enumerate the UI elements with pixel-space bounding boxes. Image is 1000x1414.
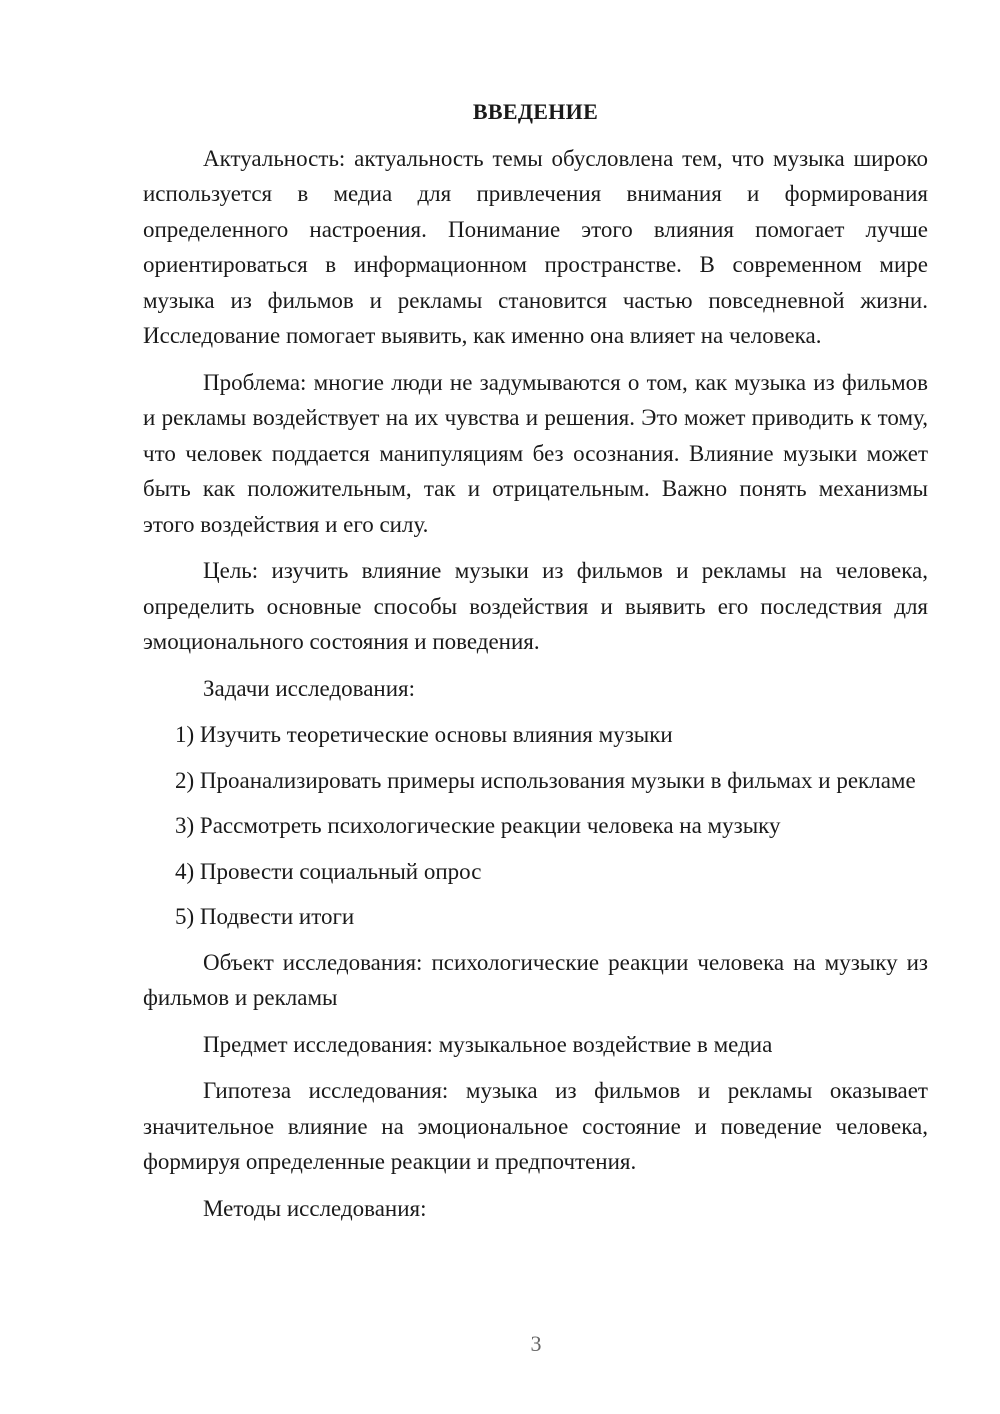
page-heading: ВВЕДЕНИЕ — [472, 99, 599, 124]
tasks-title: Задачи исследования: — [203, 675, 416, 701]
page-number: 3 — [530, 1331, 542, 1356]
object-paragraph: Объект исследования: психологические реакции человека на музыку из фильмов и рекламы — [143, 949, 928, 1010]
page-body — [143, 94, 928, 1237]
task-item-2: 2) Проанализировать примеры использования музыки в фильмах и рекламе — [175, 767, 916, 793]
task-item-3: 3) Рассмотреть психологические реакции человека на музыку — [175, 813, 781, 838]
task-item-5: 5) Подвести итоги — [175, 904, 355, 929]
task-item-1: 1) Изучить теоретические основы влияния музыки — [175, 722, 673, 747]
problem-paragraph: Проблема: многие люди не задумываются о том, как музыка из фильмов и рекламы воздействует на их чувства и решения. Это может приводить к тому, что человек поддается манипуляциям без осознания. Влияние музыки может быть как положительным, так и отрицательным. Важно понять механизмы этого воздействия и его силу. — [143, 369, 928, 537]
goal-paragraph: Цель: изучить влияние музыки из фильмов и рекламы на человека, определить основные способы воздействия и выявить его последствия для эмоционального состояния и поведения. — [143, 558, 928, 654]
relevance-paragraph: Актуальность: актуальность темы обусловлена тем, что музыка широко используется в медиа для привлечения внимания и формирования определенного настроения. Понимание этого влияния помогает лучше ориентироваться в информационном пространстве. В современном мире музыка из фильмов и рекламы становится частью повседневной жизни. Исследование помогает выявить, как именно она влияет на человека. — [143, 145, 928, 348]
methods-title: Методы исследования: — [203, 1195, 427, 1221]
subject-paragraph: Предмет исследования: музыкальное воздействие в медиа — [203, 1031, 773, 1057]
hypothesis-paragraph: Гипотеза исследования: музыка из фильмов и рекламы оказывает значительное влияние на эмоциональное состояние и поведение человека, формируя определенные реакции и предпочтения. — [143, 1078, 928, 1174]
task-item-4: 4) Провести социальный опрос — [175, 858, 482, 884]
